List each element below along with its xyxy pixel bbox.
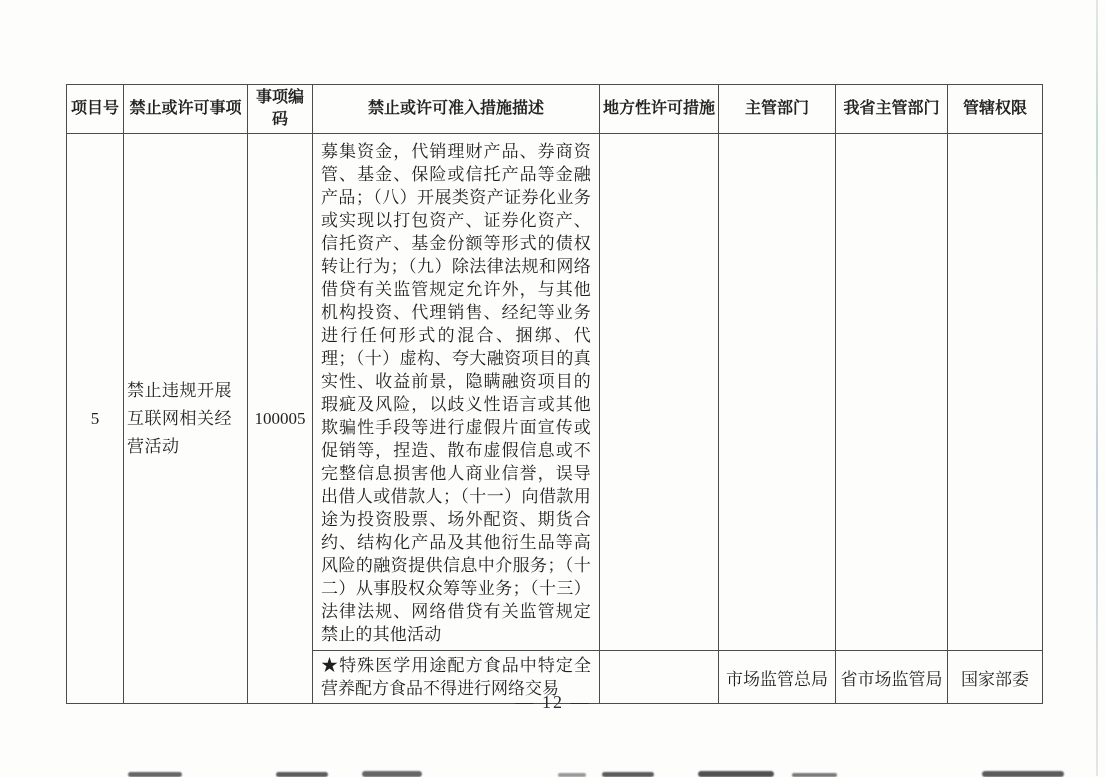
scan-artifact bbox=[698, 771, 774, 777]
col-header-local-permit-measure: 地方性许可措施 bbox=[600, 85, 719, 134]
col-header-measure-description: 禁止或许可准入措施描述 bbox=[313, 85, 600, 134]
scan-artifact bbox=[602, 772, 654, 777]
cell-local-measure-empty bbox=[600, 134, 719, 651]
table-row-main bbox=[67, 134, 1043, 651]
col-header-project-no: 项目号 bbox=[67, 85, 124, 134]
col-header-item-code: 事项编码 bbox=[248, 85, 313, 134]
table-header-row bbox=[67, 85, 1043, 134]
col-header-prohibited-or-permitted-item: 禁止或许可事项 bbox=[124, 85, 248, 134]
cell-province-dept-empty bbox=[836, 134, 948, 651]
scan-artifact bbox=[128, 772, 182, 777]
cell-measure-description: 募集资金，代销理财产品、券商资管、基金、保险或信托产品等金融产品；（八）开展类资产证券化业务或实现以打包资产、证券化资产、信托资产、基金份额等形式的债权转让行为；（九）除法律法规和网络借贷有关监管规定允许外，与其他机构投资、代理销售、经纪等业务进行任何形式的混合、捆绑、代理；（十）虚构、夸大融资项目的真实性、收益前景，隐瞒融资项目的瑕疵及风险，以歧义性语言或其他欺骗性手段等进行虚假片面宣传或促销等，捏造、散布虚假信息或不完整信息损害他人商业信誉，误导出借人或借款人；（十一）向借款用途为投资股票、场外配资、期货合约、结构化产品及其他衍生品等高风险的融资提供信息中介服务；（十二）从事股权众筹等业务；（十三）法律法规、网络借贷有关监管规定禁止的其他活动 bbox=[313, 134, 600, 651]
col-header-province-department: 我省主管部门 bbox=[836, 85, 948, 134]
col-header-jurisdiction: 管辖权限 bbox=[948, 85, 1043, 134]
page-number: — 12 — bbox=[515, 692, 591, 712]
cell-sub-description: ★特殊医学用途配方食品中特定全营养配方食品不得进行网络交易 bbox=[313, 651, 600, 704]
scan-artifact bbox=[982, 771, 1064, 777]
cell-prohibited-item: 禁止违规开展互联网相关经营活动 bbox=[124, 134, 248, 704]
scan-page-edge-line bbox=[1096, 0, 1098, 776]
cell-sub-province-dept: 省市场监管局 bbox=[836, 651, 948, 704]
scan-artifact bbox=[792, 773, 837, 777]
col-header-competent-department: 主管部门 bbox=[719, 85, 836, 134]
scan-artifact bbox=[362, 771, 422, 777]
cell-sub-dept: 市场监管总局 bbox=[719, 651, 836, 704]
scan-artifact bbox=[276, 772, 328, 777]
cell-dept-empty bbox=[719, 134, 836, 651]
scan-artifact bbox=[558, 773, 586, 777]
cell-sub-jurisdiction: 国家部委 bbox=[948, 651, 1043, 704]
measures-table bbox=[66, 84, 1043, 704]
cell-project-no: 5 bbox=[67, 134, 124, 704]
cell-item-code: 100005 bbox=[248, 134, 313, 704]
cell-jurisdiction-empty bbox=[948, 134, 1043, 651]
